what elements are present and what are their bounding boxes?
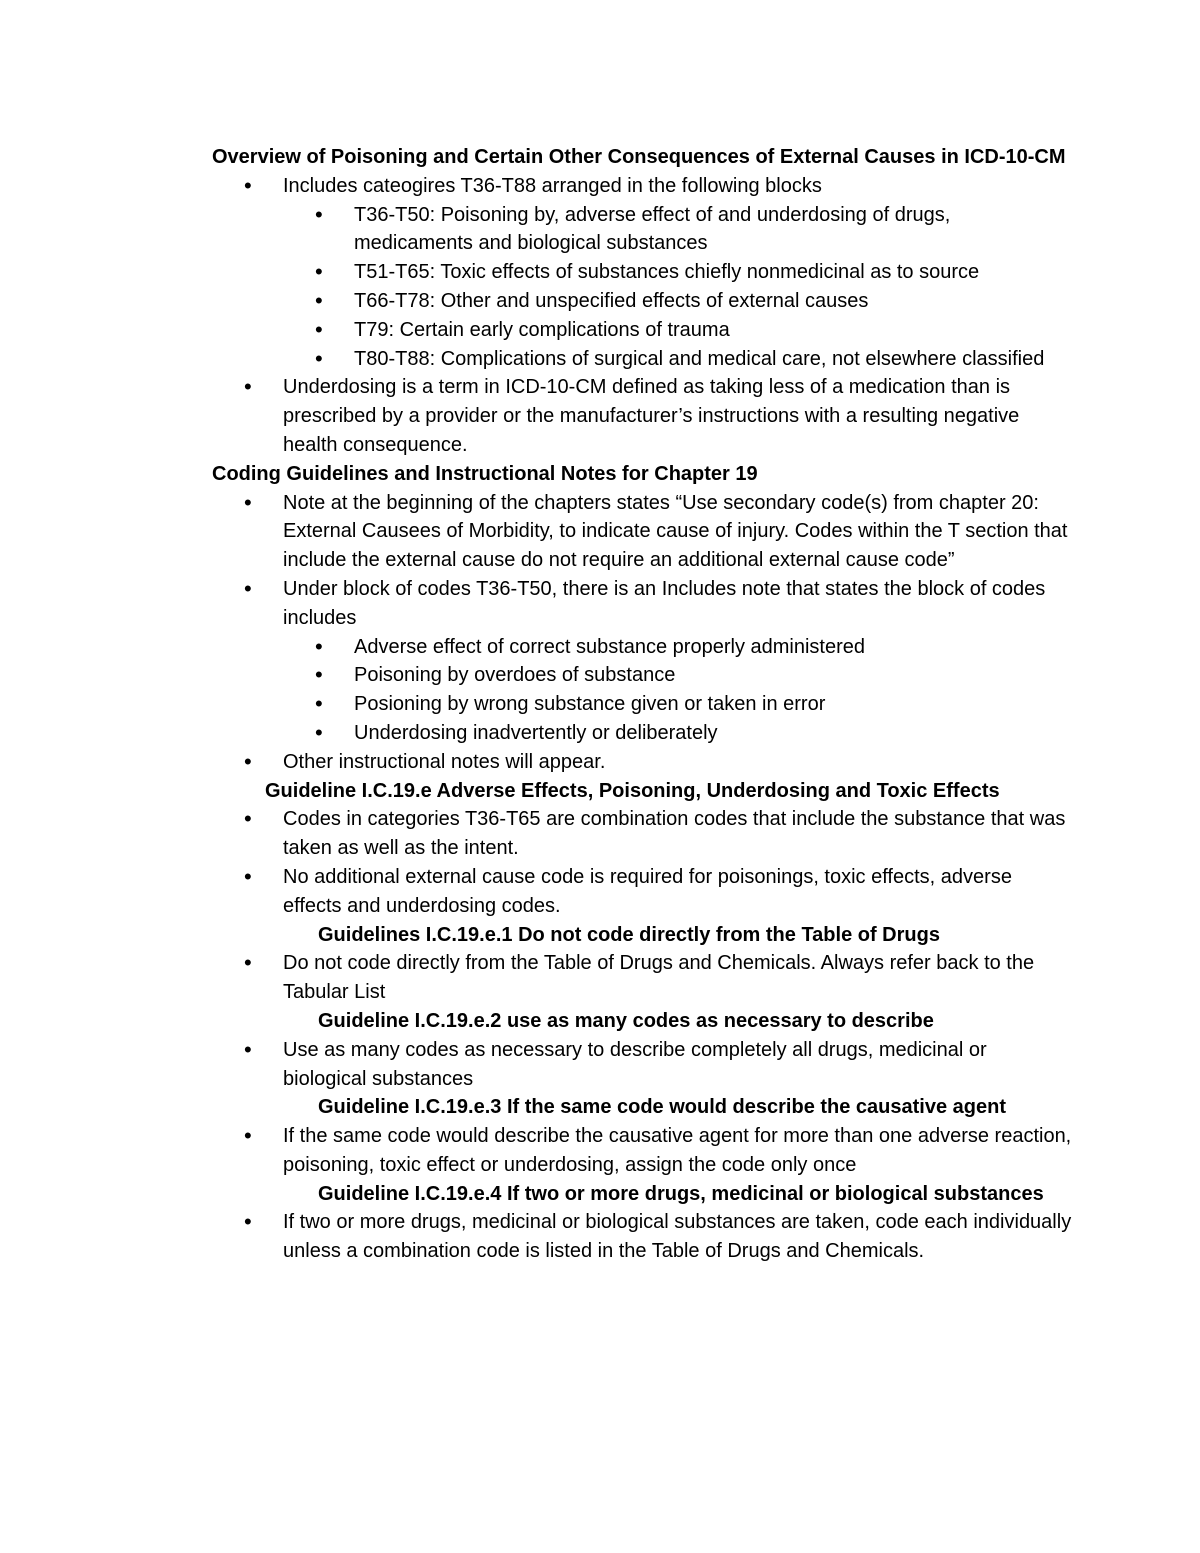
coding-guidelines-heading: Coding Guidelines and Instructional Notes for Chapter 19 <box>212 462 758 485</box>
list-item: • Do not code directly from the Table of Drugs and Chemicals. Always refer back to the Tabular List <box>212 949 1072 1007</box>
coding-list <box>212 489 1072 777</box>
list-item: • Other instructional notes will appear. <box>212 748 1072 777</box>
list-item: • T36-T50: Poisoning by, adverse effect of and underdosing of drugs, medicaments and biological substances <box>283 201 1072 259</box>
overview-bullet-categories: Includes cateogires T36-T88 arranged in the following blocks <box>283 174 822 197</box>
list-item: • If the same code would describe the causative agent for more than one adverse reaction, poisoning, toxic effect or underdosing, assign the code only once <box>212 1122 1072 1180</box>
list-item: • If two or more drugs, medicinal or biological substances are taken, code each individually unless a combination code is listed in the Table of Drugs and Chemicals. <box>212 1208 1072 1266</box>
guideline-e-list <box>212 805 1072 920</box>
overview-heading: Overview of Poisoning and Certain Other Consequences of External Causes in ICD-10-CM <box>212 146 1066 168</box>
list-item: • Poisoning by overdoes of substance <box>283 661 1072 690</box>
document-body <box>212 143 1072 1266</box>
list-item: • No additional external cause code is required for poisonings, toxic effects, adverse effects and underdosing codes. <box>212 863 1072 921</box>
list-item: • Underdosing inadvertently or deliberately <box>283 719 1072 748</box>
guideline-e1-heading: Guidelines I.C.19.e.1 Do not code directly from the Table of Drugs <box>318 923 940 946</box>
list-item: • Use as many codes as necessary to describe completely all drugs, medicinal or biological substances <box>212 1036 1072 1094</box>
blocks-list <box>283 201 1072 374</box>
guideline-e4-list <box>212 1208 1072 1266</box>
guideline-e-heading: Guideline I.C.19.e Adverse Effects, Poisoning, Underdosing and Toxic Effects <box>265 779 1000 802</box>
guideline-e4-heading: Guideline I.C.19.e.4 If two or more drugs, medicinal or biological substances <box>318 1182 1044 1205</box>
list-item <box>212 172 1072 374</box>
list-item <box>212 575 1072 748</box>
overview-list <box>212 172 1072 460</box>
list-item: • Note at the beginning of the chapters states “Use secondary code(s) from chapter 20: External Causees of Morbidity, to indicate cause of injury. Codes within the T section that include the external cause do not require an additional external cause code” <box>212 489 1072 575</box>
guideline-e1-list <box>212 949 1072 1007</box>
includes-note-text: Under block of codes T36-T50, there is an Includes note that states the block of codes includes <box>283 577 1046 629</box>
list-item: • T79: Certain early complications of trauma <box>283 316 1072 345</box>
guideline-e3-heading: Guideline I.C.19.e.3 If the same code would describe the causative agent <box>318 1096 1006 1119</box>
list-item: • T80-T88: Complications of surgical and medical care, not elsewhere classified <box>283 345 1072 374</box>
list-item: • Posioning by wrong substance given or taken in error <box>283 690 1072 719</box>
list-item: • Adverse effect of correct substance properly administered <box>283 633 1072 662</box>
list-item: • T66-T78: Other and unspecified effects of external causes <box>283 287 1072 316</box>
list-item: • T51-T65: Toxic effects of substances chiefly nonmedicinal as to source <box>283 258 1072 287</box>
guideline-e2-heading: Guideline I.C.19.e.2 use as many codes as necessary to describe <box>318 1009 934 1032</box>
list-item: • Codes in categories T36-T65 are combination codes that include the substance that was taken as well as the intent. <box>212 805 1072 863</box>
includes-list <box>283 633 1072 748</box>
list-item: • Underdosing is a term in ICD-10-CM defined as taking less of a medication than is prescribed by a provider or the manufacturer’s instructions with a resulting negative health consequence. <box>212 373 1072 459</box>
guideline-e2-list <box>212 1036 1072 1094</box>
guideline-e3-list <box>212 1122 1072 1180</box>
